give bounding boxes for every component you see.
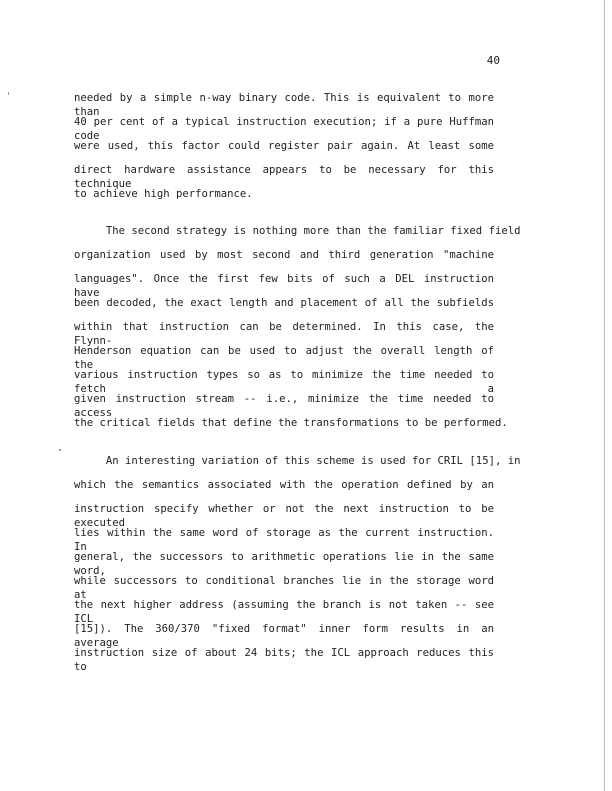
paragraph-3-line-1: An interesting variation of this scheme is used for CRIL [15], in <box>74 455 521 467</box>
paragraph-3-line-7: the next higher address (assuming the branch is not taken -- see ICL <box>74 599 494 625</box>
scan-speck <box>8 92 9 95</box>
page-number: 40 <box>486 54 500 67</box>
paragraph-2-line-3: languages". Once the first few bits of such a DEL instruction have <box>74 273 494 299</box>
paragraph-3-line-4: lies within the same word of storage as the current instruction. In <box>74 527 494 553</box>
paragraph-2-line-6: Henderson equation can be used to adjust the overall length of the <box>74 345 494 371</box>
paragraph-3-line-5: general, the successors to arithmetic operations lie in the same word, <box>74 551 494 577</box>
paragraph-1-line-1: needed by a simple n-way binary code. This is equivalent to more than <box>74 92 494 118</box>
paragraph-1-line-5: to achieve high performance. <box>74 188 253 200</box>
paragraph-2-line-9: the critical fields that define the transformations to be performed. <box>74 417 508 429</box>
paragraph-3-line-3: instruction specify whether or not the next instruction to be executed <box>74 503 494 529</box>
paragraph-1-line-4: direct hardware assistance appears to be necessary for this technique <box>74 164 494 190</box>
paragraph-2-line-7: various instruction types so as to minimize the time needed to fetch a <box>74 369 494 395</box>
paragraph-2-line-8: given instruction stream -- i.e., minimize the time needed to access <box>74 393 494 419</box>
paragraph-2-line-5: within that instruction can be determined. In this case, the Flynn- <box>74 321 494 347</box>
paragraph-2-line-2: organization used by most second and third generation "machine <box>74 249 494 261</box>
paragraph-1-line-2: 40 per cent of a typical instruction execution; if a pure Huffman code <box>74 116 494 142</box>
page-edge-line <box>604 0 605 791</box>
scan-speck <box>59 449 61 451</box>
paragraph-3-line-8: [15]). The 360/370 "fixed format" inner form results in an average <box>74 623 494 649</box>
paragraph-2-line-1: The second strategy is nothing more than the familiar fixed field <box>74 225 521 237</box>
paragraph-1-line-3: were used, this factor could register pair again. At least some <box>74 140 494 152</box>
paragraph-3-line-2: which the semantics associated with the operation defined by an <box>74 479 494 491</box>
paragraph-2-line-4: been decoded, the exact length and placement of all the subfields <box>74 297 494 309</box>
paragraph-3-line-6: while successors to conditional branches lie in the storage word at <box>74 575 494 601</box>
paragraph-3-line-9: instruction size of about 24 bits; the ICL approach reduces this to <box>74 647 494 673</box>
